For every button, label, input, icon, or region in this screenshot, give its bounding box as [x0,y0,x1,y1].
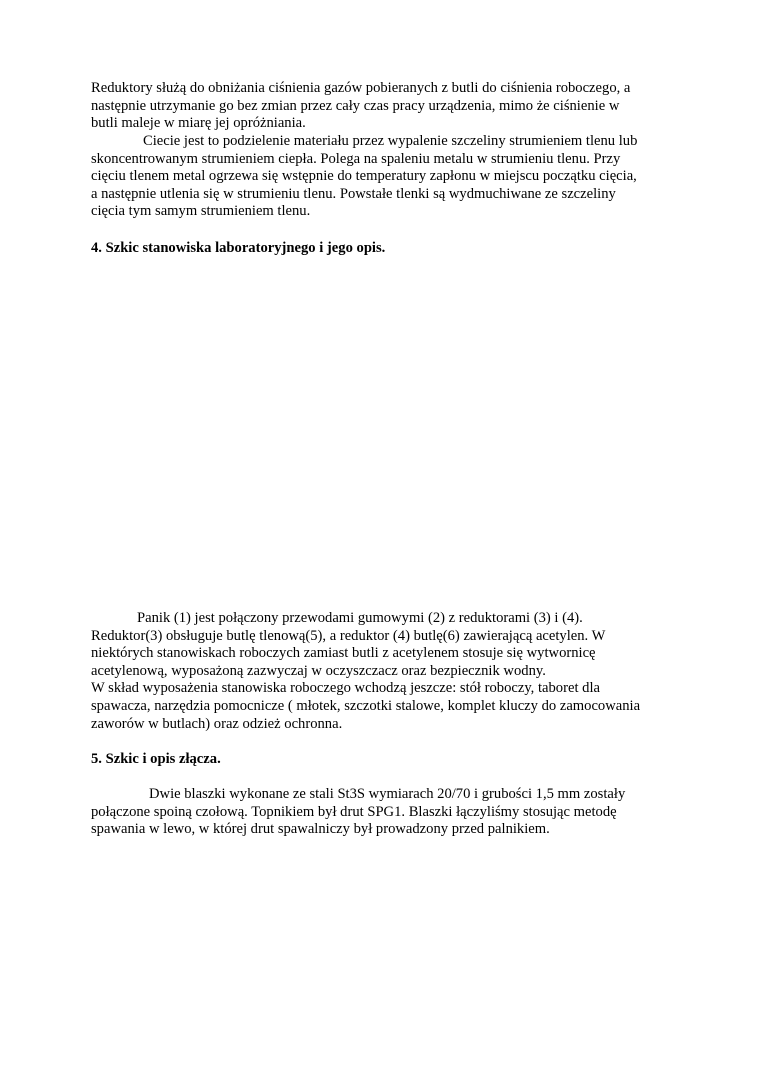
text-line: Reduktor(3) obsługuje butlę tlenową(5), a reduktor (4) butlę(6) zawierającą acetylen. W [91,627,606,644]
text-line: acetylenową, wyposażoną zazwyczaj w oczyszczacz oraz bezpiecznik wodny. [91,662,546,679]
paragraph-blaszki [91,786,681,839]
text-line: a następnie utlenia się w strumieniu tlenu. Powstałe tlenki są wydmuchiwane ze szczeliny [91,185,616,202]
text-line: butli maleje w miarę jej opróżniania. [91,115,306,132]
section-heading-5 [91,751,681,769]
text-line: zaworów w butlach) oraz odzież ochronna. [91,715,343,732]
paragraph-panik [91,610,681,733]
text-line: W skład wyposażenia stanowiska roboczego wchodzą jeszcze: stół roboczy, taboret dla [91,680,600,697]
text-line: Ciecie jest to podzielenie materiału przez wypalenie szczeliny strumieniem tlenu lub [143,133,638,149]
text-line: następnie utrzymanie go bez zmian przez cały czas pracy urządzenia, mimo że ciśnienie w [91,97,620,114]
paragraph-ciecie [91,133,681,221]
section-heading-4 [91,240,681,258]
text-line: Dwie blaszki wykonane ze stali St3S wymiarach 20/70 i grubości 1,5 mm zostały [149,786,626,802]
section-title: 4. Szkic stanowiska laboratoryjnego i jego opis. [91,240,386,256]
section-title: 5. Szkic i opis złącza. [91,751,221,767]
text-line: połączone spoiną czołową. Topnikiem był drut SPG1. Blaszki łączyliśmy stosując metodę [91,803,617,820]
text-line: skoncentrowanym strumieniem ciepła. Polega na spaleniu metalu w strumieniu tlenu. Przy [91,150,621,167]
text-line: cięciu tlenem metal ogrzewa się wstępnie do temperatury zapłonu w miejscu początku cięcia, [91,168,637,185]
text-line: Panik (1) jest połączony przewodami gumowymi (2) z reduktorami (3) i (4). [137,610,583,626]
paragraph-reduktory [91,80,681,133]
text-line: Reduktory służą do obniżania ciśnienia gazów pobieranych z butli do ciśnienia roboczego, a [91,80,631,96]
text-line: spawania w lewo, w której drut spawalniczy był prowadzony przed palnikiem. [91,821,550,838]
text-line: cięcia tym samym strumieniem tlenu. [91,203,311,220]
text-line: spawacza, narzędzia pomocnicze ( młotek, szczotki stalowe, komplet kluczy do zamocowania [91,697,641,714]
text-line: niektórych stanowiskach roboczych zamiast butli z acetylenem stosuje się wytwornicę [91,645,596,662]
